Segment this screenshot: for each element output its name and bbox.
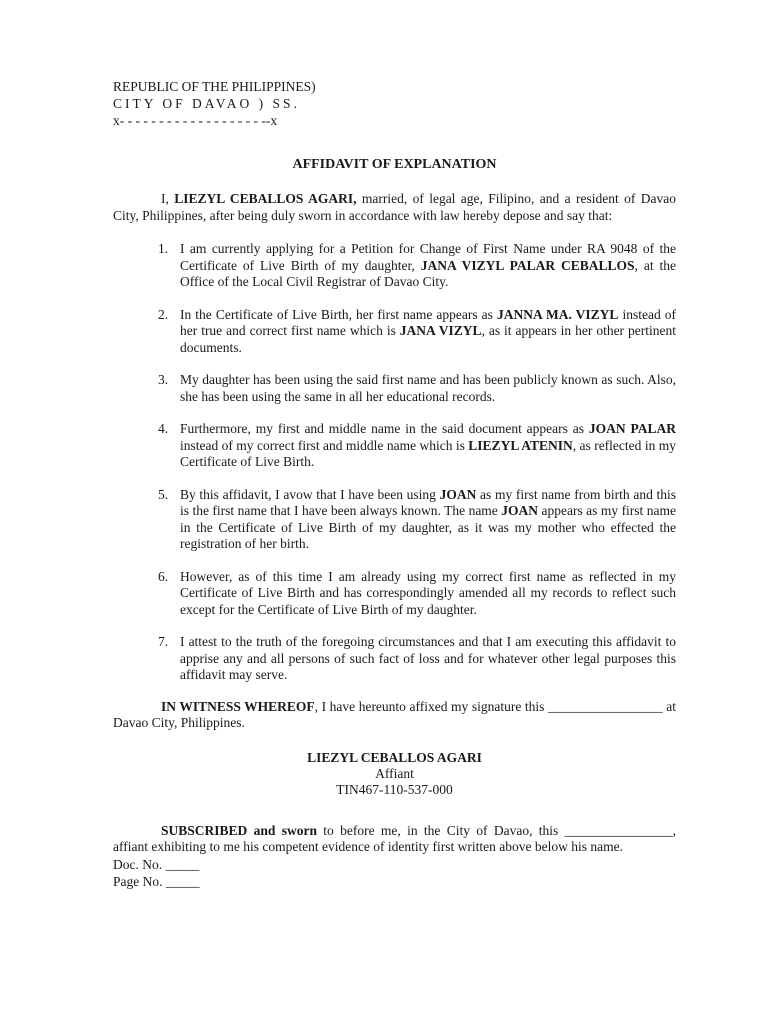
signature-role: Affiant — [375, 765, 414, 781]
item-text: However, as of this time I am already using my correct first name as reflected in my Certificate of Live Birth and has correspondingly amended all my records to reflect such except for the Certificate of Live Birth of my daughter. — [180, 568, 676, 617]
signature-name: LIEZYL CEBALLOS AGARI — [307, 749, 482, 765]
signature-block — [113, 750, 676, 798]
jurat-text: to before me, in the City of Davao, this ________________, affiant exhibiting to me his competent evidence of identity first written above below his name. — [113, 822, 676, 854]
item-text: Furthermore, my first and middle name in the said document appears as — [180, 421, 589, 436]
affiant-name: LIEZYL CEBALLOS AGARI, — [174, 191, 357, 206]
jurat-paragraph — [113, 823, 676, 856]
statement-item — [113, 569, 676, 619]
item-text: By this affidavit, I avow that I have been using — [180, 486, 440, 502]
witness-paragraph — [113, 699, 676, 732]
statement-item — [113, 372, 676, 405]
caption-republic: REPUBLIC OF THE PHILIPPINES) — [113, 79, 316, 94]
item-text: , at the Office of the Local Civil Registrar of Davao City. — [180, 257, 676, 289]
item-number: 5. — [158, 486, 169, 502]
item-bold: JANA VIZYL — [399, 323, 482, 338]
item-text: , as it appears in her other pertinent documents. — [180, 323, 676, 355]
statement-item — [113, 307, 676, 357]
item-text: instead of my correct first and middle name which is — [180, 437, 469, 453]
intro-text: married, of legal age, Filipino, and a resident of Davao City, Philippines, after being duly sworn in accordance with law hereby depose and say that: — [113, 191, 677, 223]
item-number: 6. — [158, 568, 169, 584]
statement-list — [113, 241, 676, 684]
item-bold: JOAN — [501, 503, 539, 518]
item-text: In the Certificate of Live Birth, her first name appears as — [180, 306, 497, 322]
page-number-line: Page No. _____ — [113, 873, 200, 889]
statement-item — [113, 487, 676, 553]
item-number: 3. — [158, 372, 169, 387]
statement-item — [113, 634, 676, 684]
item-text: instead of her true and correct first name which is — [180, 306, 676, 338]
item-bold: LIEZYL ATENIN — [468, 437, 573, 453]
item-text: I attest to the truth of the foregoing circumstances and that I am executing this affidavit to apprise any and all persons of such fact of loss and for whatever other legal purposes this affidavit may serve. — [180, 634, 676, 682]
witness-text: , I have hereunto affixed my signature this _________________ at Davao City, Philippines. — [113, 698, 676, 730]
document-title: AFFIDAVIT OF EXPLANATION — [292, 157, 497, 172]
caption-city: CITY OF DAVAO ) SS. — [113, 96, 300, 111]
item-bold: JANNA MA. VIZYL — [496, 306, 619, 322]
caption-separator: x- - - - - - - - - - - - - - - - - - --x — [113, 113, 278, 128]
item-text: I am currently applying for a Petition for Change of First Name under RA 9048 of the Certificate of Live Birth of my daughter, — [180, 241, 676, 273]
jurat-bold-sworn: and sworn — [253, 822, 317, 838]
item-bold: JANA VIZYL PALAR CEBALLOS — [420, 257, 635, 273]
item-text: My daughter has been using the said first name and has been publicly known as such. Also, she has been using the same in all her educational records. — [180, 372, 676, 404]
item-text: , as reflected in my Certificate of Live Birth. — [180, 437, 676, 469]
jurat-bold-subscribed: SUBSCRIBED — [161, 822, 248, 838]
statement-item — [113, 421, 676, 471]
intro-prefix: I, — [161, 191, 169, 206]
witness-heading: IN WITNESS WHEREOF — [161, 698, 315, 714]
item-bold: JOAN — [439, 486, 477, 502]
item-number: 1. — [158, 241, 169, 256]
intro-paragraph — [113, 191, 676, 224]
doc-number-line: Doc. No. _____ — [113, 856, 200, 872]
item-number: 4. — [158, 421, 169, 436]
signature-tin: TIN467-110-537-000 — [336, 781, 453, 797]
item-text: appears as my first name in the Certificate of Live Birth of my daughter, as it was my mother who effected the registration of her birth. — [180, 503, 677, 551]
item-number: 2. — [158, 306, 169, 322]
venue-caption — [113, 78, 676, 129]
item-text: as my first name from birth and this is the first name that I have been always known. The name — [180, 486, 676, 518]
statement-item — [113, 241, 676, 291]
item-number: 7. — [158, 634, 169, 649]
item-bold: JOAN PALAR — [588, 421, 676, 436]
